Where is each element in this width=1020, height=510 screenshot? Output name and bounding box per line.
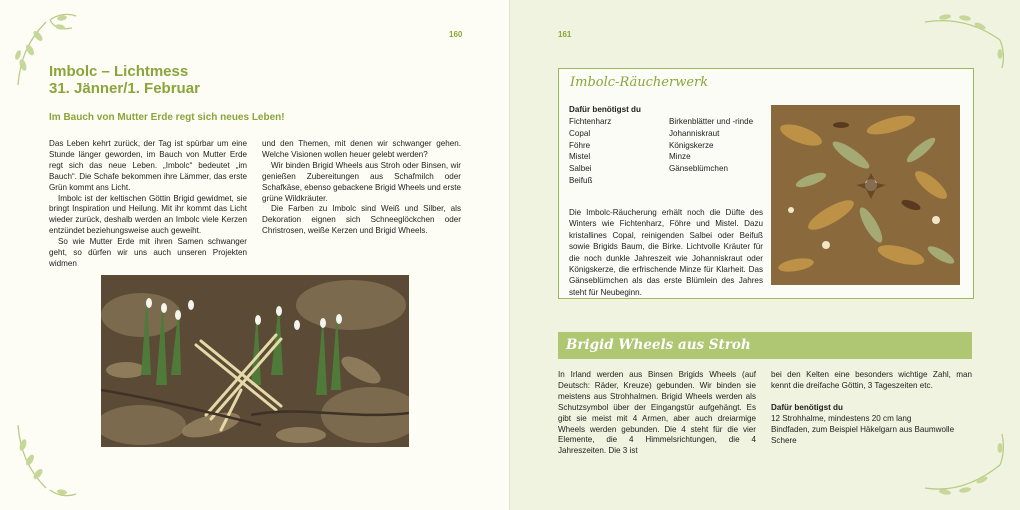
list-item: Johanniskraut [669, 128, 720, 138]
leaf-ornament-icon [10, 420, 80, 500]
snowdrops-photo [101, 275, 409, 447]
incense-recipe-box [558, 68, 974, 299]
section-banner [558, 332, 972, 359]
ingredients-list-1 [569, 116, 611, 187]
list-item: Birkenblätter und -rinde [669, 117, 754, 126]
list-item: Salbei [569, 164, 592, 174]
text-column-2 [262, 139, 461, 237]
page-number: 161 [558, 30, 572, 39]
title-line-1: Imbolc – Lichtmess [49, 63, 189, 80]
section-title: Brigid Wheels aus Stroh [566, 337, 751, 353]
text-column-1 [558, 370, 756, 457]
paragraph: In Irland werden aus Binsen Brigids Wheels (auf Deutsch: Räder, Kreuze) gebunden. Wir binden sie meistens aus Strohhalmen. Brigid Wheels werden als Schutzsymbol über der Eingangstür aufgehängt. Es gibt sie meist mit 4 Armen, aber auch dreiarmige Wheels werden gebunden. Die 4 steht für die vier Elemente, die 4 Himmelsrichtungen, die 4 Jahreszeiten. Die 3 ist [558, 370, 756, 456]
text-column-1 [49, 139, 247, 270]
paragraph: Die Farben zu Imbolc sind Weiß und Silber, als Dekoration eignen sich Schneeglöckchen oder Christrosen, weiße Kerzen und Brigid Wheels. [262, 204, 461, 236]
list-item: Beifuß [569, 175, 593, 185]
page-title [49, 63, 200, 97]
list-item: Gänseblümchen [669, 164, 728, 174]
box-title: Imbolc-Räucherwerk [570, 75, 709, 90]
paragraph: Wir binden Brigid Wheels aus Stroh oder Binsen, wir genießen Zubereitungen aus Schafmilch oder Schafkäse, ebenso gebackene Brigid Wheels und erste grüne Wildkräuter. [262, 160, 461, 203]
materials-heading: Dafür benötigst du [771, 402, 843, 412]
list-item: Schere [771, 435, 797, 445]
ingredients-list-2 [669, 116, 753, 175]
paragraph: Das Leben kehrt zurück, der Tag ist spürbar um eine Stunde länger geworden, im Bauch von Mutter Erde regt sich das neue Leben. „Imbolc“ bedeutet „im Bauch“. Die Schafe bekommen ihre Lämmer, das erste Grün kommt ans Licht. [49, 139, 247, 192]
list-item: Föhre [569, 140, 591, 150]
page-subtitle: Im Bauch von Mutter Erde regt sich neues Leben! [49, 112, 285, 123]
list-item: 12 Strohhalme, mindestens 20 cm lang [771, 413, 912, 423]
list-item: Bindfaden, zum Beispiel Häkelgarn aus Baumwolle [771, 424, 955, 434]
paragraph: und den Themen, mit denen wir schwanger gehen. Welche Visionen wollen heuer gelebt werden? [262, 139, 461, 159]
list-item: Königskerze [669, 140, 714, 150]
list-item: Mistel [569, 152, 591, 162]
list-item: Fichtenharz [569, 117, 612, 126]
title-line-2: 31. Jänner/1. Februar [49, 80, 200, 97]
page-number: 160 [449, 30, 463, 39]
paragraph: So wie Mutter Erde mit ihren Samen schwanger geht, so dürfen wir uns auch unseren Projekten widmen [49, 237, 247, 268]
incense-description: Die Imbolc-Räucherung erhält noch die Düfte des Winters wie Fichtenharz, Föhre und Mistel. Dazu kristallines Copal, reinigenden Salbei oder Beifuß sowie Brigids Baum, die Birke. Lichtvolle Kräuter für die noch dunkle Jahreszeit wie Johanniskraut oder Königskerze, die erfrischende Minze für Klarheit. Das Gänseblümchen als das erste Blümlein des Jahres steht für Neubeginn. [569, 208, 763, 297]
paragraph: Imbolc ist der keltischen Göttin Brigid gewidmet, sie bringt Inspiration und Heilung. Mit ihr kommt das Licht wieder zurück, deshalb werden an Imbolc viele Kerzen entzündet beziehungsweise auch geweiht. [49, 193, 247, 236]
paragraph: bei den Kelten eine besonders wichtige Zahl, man kennt die dreifache Göttin, 3 Tageszeiten etc. [771, 370, 972, 390]
ingredients-heading: Dafür benötigst du [569, 105, 641, 114]
list-item: Minze [669, 152, 691, 162]
text-column-2 [771, 370, 972, 446]
herbs-photo [771, 105, 960, 285]
list-item: Copal [569, 128, 591, 138]
leaf-ornament-icon [920, 10, 1010, 70]
